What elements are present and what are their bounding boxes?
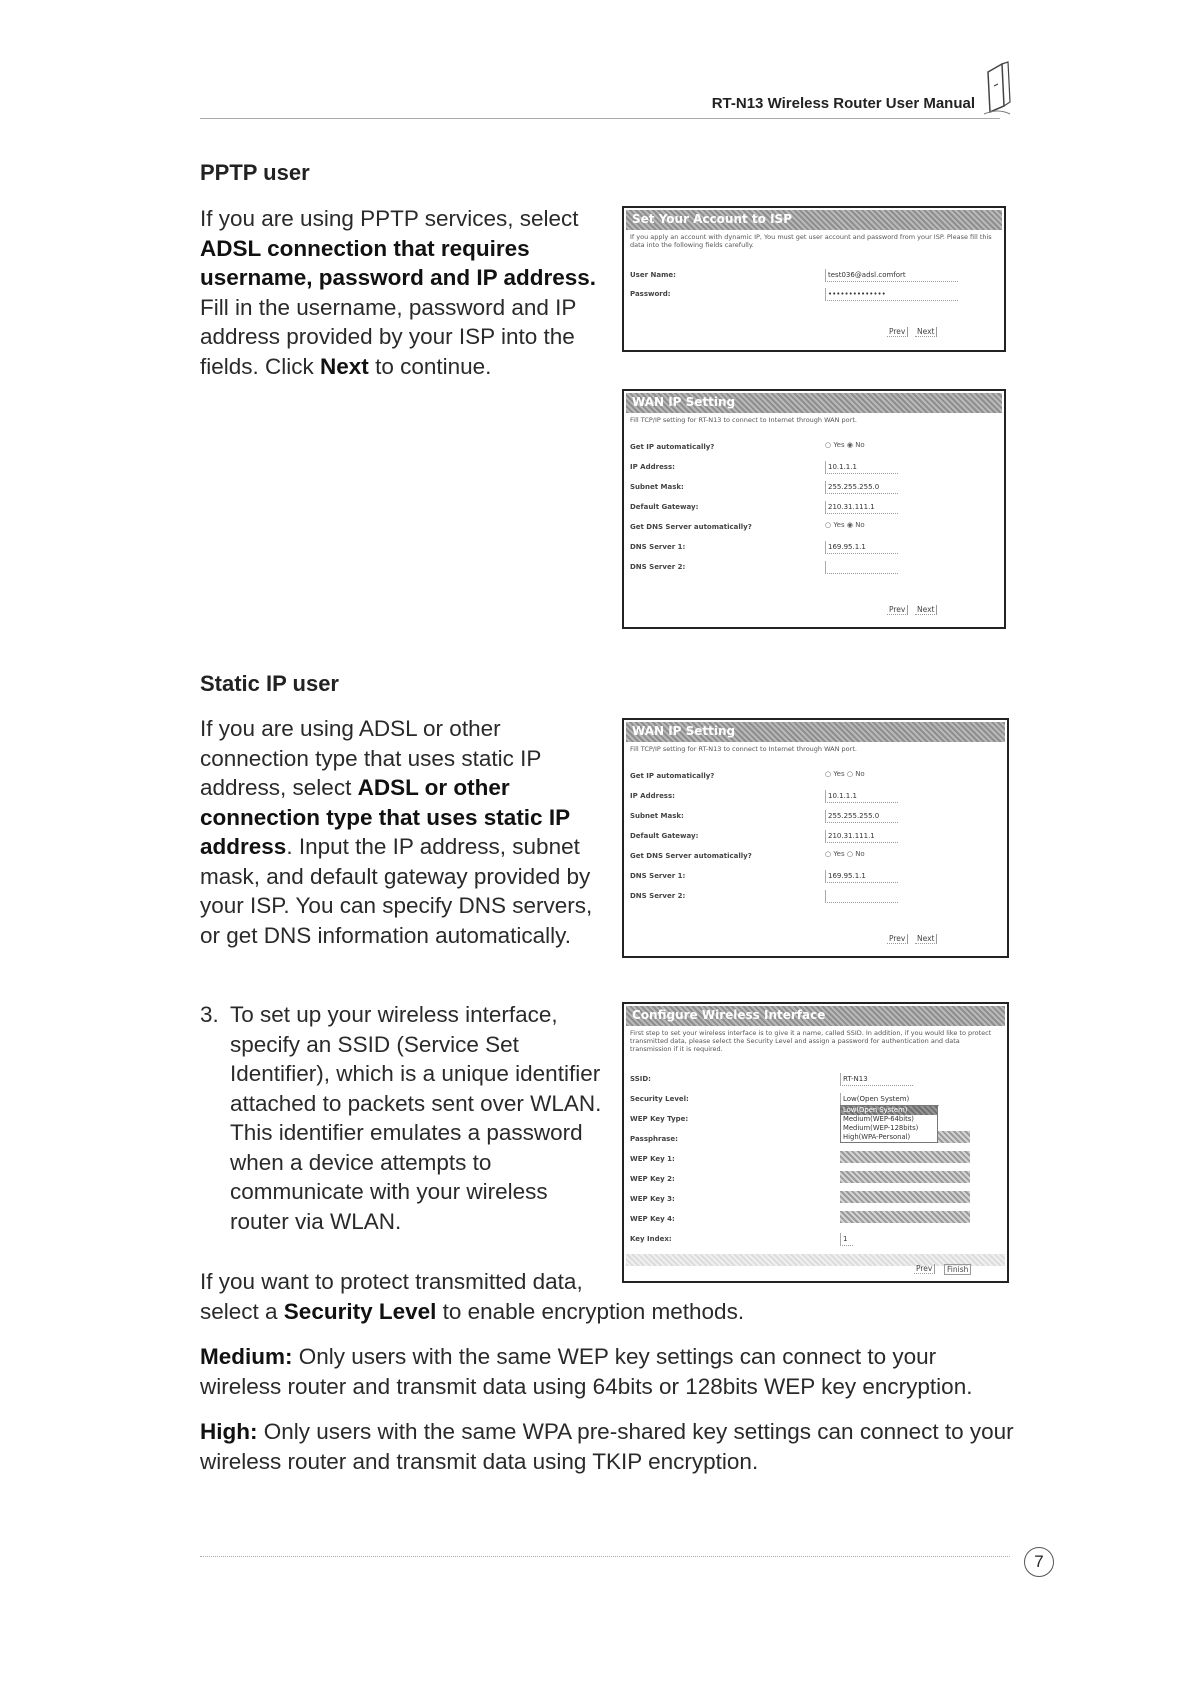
page-number: 7 [1024,1547,1054,1577]
wan2-dns2-input[interactable] [825,890,898,903]
next-button[interactable]: Next [915,327,937,337]
account-screenshot [622,206,1006,352]
wan1-dns2-input[interactable] [825,561,898,574]
wan2-dns-auto-label: Get DNS Server automatically? [630,852,752,860]
wan2-mask-input[interactable]: 255.255.255.0 [825,810,898,823]
step3-paragraph: To set up your wireless interface, specify an SSID (Service Set Identifier), which is a unique identifier attached to packets sent over WLAN. This identifier emulates a password when a device attempts to communicate with your wireless router via WLAN. [230,1002,602,1234]
username-label: User Name: [630,271,676,279]
wep-key1-input[interactable] [840,1151,970,1163]
ssid-input[interactable]: RT-N13 [840,1073,913,1086]
password-label: Password: [630,290,671,298]
dropdown-option-medium-128[interactable]: Medium(WEP-128bits) [843,1124,919,1132]
wan2-dns1-input[interactable]: 169.95.1.1 [825,870,898,883]
wep-key4-input[interactable] [840,1211,970,1223]
header-rule [200,118,1000,119]
wep-key2-label: WEP Key 2: [630,1175,675,1183]
pptp-text-3: to continue. [368,353,492,379]
medium-text: Only users with the same WEP key settings can connect to your wireless router and transmit data using 64bits or 128bits WEP key encryption. [200,1344,973,1399]
high-text: Only users with the same WPA pre-shared key settings can connect to your wireless router and transmit data using TKIP encryption. [200,1419,1014,1474]
wan1-next-button[interactable]: Next [915,605,937,615]
security-level-dropdown[interactable] [840,1105,938,1143]
high-label: High: [200,1419,258,1444]
wan1-gateway-input[interactable]: 210.31.111.1 [825,501,898,514]
wep-key4-label: WEP Key 4: [630,1215,675,1223]
wan2-mask-label: Subnet Mask: [630,812,684,820]
pptp-option: ADSL connection that requires username, password and IP address. [200,235,596,290]
wan1-prev-button[interactable]: Prev [887,605,908,615]
wan1-mask-input[interactable]: 255.255.255.0 [825,481,898,494]
wireless-prev-button[interactable]: Prev [914,1264,935,1274]
step-number: 3. [200,1002,219,1027]
wan1-gateway-label: Default Gateway: [630,503,699,511]
security-intro-text-a: select a [200,1299,284,1324]
username-input[interactable]: test036@adsl.comfort [825,269,958,282]
wan1-title: WAN IP Setting [626,393,1002,413]
security-intro-1: If you want to protect transmitted data, [200,1269,583,1294]
wan2-title: WAN IP Setting [626,722,1005,742]
password-row [630,288,998,302]
wan2-gateway-label: Default Gateway: [630,832,699,840]
wep-key2-input[interactable] [840,1171,970,1183]
passphrase-label: Passphrase: [630,1135,678,1143]
wan2-desc: Fill TCP/IP setting for RT-N13 to connect to Internet through WAN port. [630,745,857,753]
wan1-dns-auto-radio[interactable]: ○ Yes ◉ No [825,521,865,529]
medium-label: Medium: [200,1344,293,1369]
wan1-dns1-label: DNS Server 1: [630,543,686,551]
static-option: ADSL or other connection type that uses static IP address [200,775,570,859]
pptp-text-2: Fill in the username, password and IP address provided by your ISP into the fields. Click [200,294,577,379]
static-paragraph [200,714,608,950]
wep-key3-label: WEP Key 3: [630,1195,675,1203]
wan1-ip-label: IP Address: [630,463,675,471]
password-input[interactable]: •••••••••••••• [825,288,958,301]
wan2-ip-input[interactable]: 10.1.1.1 [825,790,898,803]
wireless-title: Configure Wireless Interface [626,1006,1005,1026]
static-heading: Static IP user [200,671,339,696]
wan-setting-screenshot-1 [622,389,1006,629]
wan2-dns1-label: DNS Server 1: [630,872,686,880]
account-desc: If you apply an account with dynamic IP, You must get user account and password from your ISP. Please fill this data into the following fields carefully. [630,233,992,249]
dropdown-option-medium-64[interactable]: Medium(WEP-64bits) [843,1115,914,1123]
wan1-mask-label: Subnet Mask: [630,483,684,491]
security-intro-text-c: to enable encryption methods. [436,1299,745,1324]
static-text-2: . Input the IP address, subnet mask, and default gateway provided by your ISP. You can specify DNS servers, or get DNS information automatically. [200,834,593,948]
wan1-dns1-input[interactable]: 169.95.1.1 [825,541,898,554]
security-level-select[interactable]: Low(Open System) [840,1093,939,1106]
wep-type-label: WEP Key Type: [630,1115,689,1123]
wan2-dns-auto-radio[interactable]: ○ Yes ○ No [825,850,865,858]
pptp-heading: PPTP user [200,160,310,185]
dropdown-option-high[interactable]: High(WPA-Personal) [843,1133,911,1141]
static-text-1: If you are using ADSL or other connection type that uses static IP address, select [200,716,542,800]
wan1-ip-input[interactable]: 10.1.1.1 [825,461,898,474]
wan2-next-button[interactable]: Next [915,934,937,944]
wan2-ip-label: IP Address: [630,792,675,800]
pptp-paragraph [200,204,605,381]
username-row [630,269,998,283]
finish-button[interactable]: Finish [944,1264,971,1275]
wan1-ip-auto-label: Get IP automatically? [630,443,715,451]
dropdown-option-low[interactable]: Low(Open System) [841,1106,937,1115]
medium-paragraph [200,1342,1020,1402]
running-header: RT-N13 Wireless Router User Manual [711,95,975,112]
account-title: Set Your Account to ISP [626,210,1002,230]
key-index-select[interactable]: 1 [840,1233,853,1246]
wan1-ip-auto-radio[interactable]: ○ Yes ◉ No [825,441,865,449]
wan2-dns2-label: DNS Server 2: [630,892,686,900]
wan1-dns2-label: DNS Server 2: [630,563,686,571]
wan1-desc: Fill TCP/IP setting for RT-N13 to connect to Internet through WAN port. [630,416,857,424]
wan1-dns-auto-label: Get DNS Server automatically? [630,523,752,531]
high-paragraph [200,1417,1020,1477]
pptp-text-1: If you are using PPTP services, select [200,206,579,231]
pptp-next-word: Next [320,353,369,379]
ssid-label: SSID: [630,1075,651,1083]
footer-rule [200,1556,1010,1557]
security-intro-2 [200,1297,1000,1327]
security-level-term: Security Level [283,1299,437,1324]
key-index-label: Key Index: [630,1235,672,1243]
wan2-prev-button[interactable]: Prev [887,934,908,944]
wan2-gateway-input[interactable]: 210.31.111.1 [825,830,898,843]
wireless-screenshot [622,1002,1009,1283]
wep-key3-input[interactable] [840,1191,970,1203]
wan2-ip-auto-label: Get IP automatically? [630,772,715,780]
manual-page-icon [980,58,1014,116]
security-level-label: Security Level: [630,1095,689,1103]
prev-button[interactable]: Prev [887,327,908,337]
wep-key1-label: WEP Key 1: [630,1155,675,1163]
wan-setting-screenshot-2 [622,718,1009,958]
wan2-ip-auto-radio[interactable]: ○ Yes ○ No [825,770,865,778]
wireless-desc: First step to set your wireless interface is to give it a name, called SSID. In addition, if you would like to protect transmitted data, please select the Security Level and assign a password for authentication and data transmission if it is required. [630,1029,992,1053]
